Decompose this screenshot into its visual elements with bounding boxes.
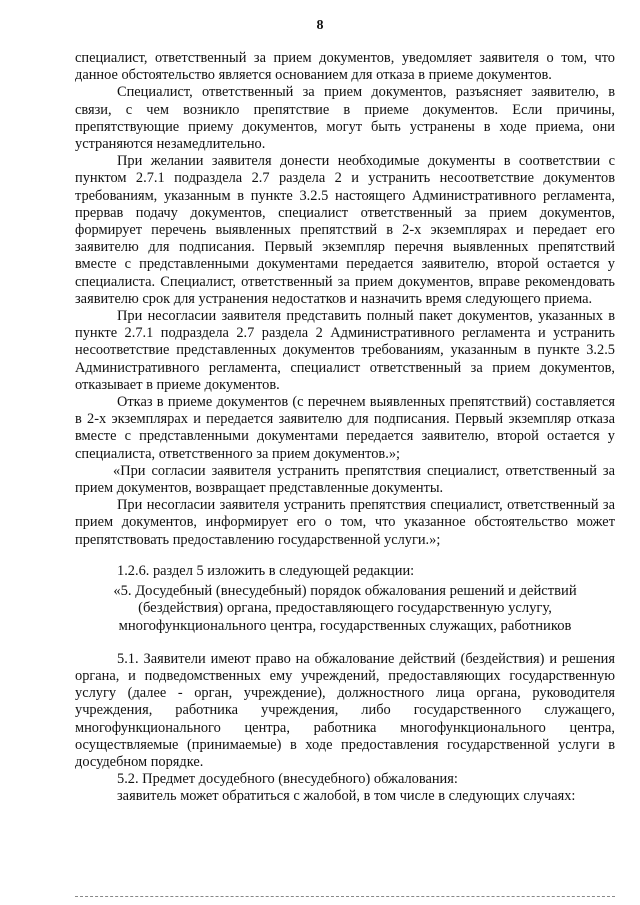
paragraph: При несогласии заявителя представить полный пакет документов, указанных в пункте 2.7.1 подраздела 2.7 раздела 2 Административного регламента и устранить несоответствие представленных документов требованиям, указанным в пункте 3.2.5 Административного регламента, специалист ответственный за прием документов, отказывает в приеме документов.	[75, 308, 615, 393]
paragraph: 1.2.6. раздел 5 изложить в следующей редакции:	[117, 562, 415, 579]
page-number: 8	[316, 18, 324, 33]
paragraph: заявитель может обратиться с жалобой, в том числе в следующих случаях:	[117, 788, 576, 805]
heading-line: (бездействия) органа, предоставляющего государственную услугу,	[138, 600, 552, 617]
body-text	[75, 50, 615, 806]
paragraph: При несогласии заявителя устранить препятствия специалист, ответственный за прием документов, информирует его о том, что указанное обстоятельство может препятствовать предоставлению государственной услуги.»;	[75, 497, 615, 548]
paragraph: «При согласии заявителя устранить препятствия специалист, ответственный за прием документов, возвращает представленные документы.	[75, 462, 615, 497]
paragraph: Отказ в приеме документов (с перечнем выявленных препятствий) составляется в 2-х экземплярах и передается заявителю для подписания. Первый экземпляр отказа вместе с представленными документами передается заявителю, второй остается у специалиста, ответственного за прием документов.»;	[75, 394, 615, 462]
paragraph: 5.1. Заявители имеют право на обжалование действий (бездействия) и решения органа, и подведомственных ему учреждений, предоставляющих государственную услугу (далее - орган, учреждение), должностного лица органа, руководителя учреждения, работника учреждения, либо государственного служащего, многофункционального центра, работника многофункционального центра, осуществляемые (принимаемые) в ходе предоставления государственной услуги в досудебном порядке.	[75, 650, 615, 770]
paragraph: Специалист, ответственный за прием документов, разъясняет заявителю, в связи, с чем возникло препятствие в приеме документов. Если причины, препятствующие приему документов, могут быть устранены в ходе приема, они устраняются незамедлительно.	[75, 84, 615, 153]
paragraph: 5.2. Предмет досудебного (внесудебного) обжалования:	[117, 771, 458, 788]
section-heading	[75, 583, 615, 635]
heading-line: многофункционального центра, государственных служащих, работников	[118, 617, 572, 634]
heading-line: «5. Досудебный (внесудебный) порядок обжалования решений и действий	[113, 583, 577, 600]
paragraph: При желании заявителя донести необходимые документы в соответствии с пунктом 2.7.1 подраздела 2.7 раздела 2 и устранить несоответствие документов требованиям, указанным в пункте 3.2.5 настоящего Административного регламента, прервав подачу документов, специалист ответственный за прием документов, формирует перечень выявленных препятствий в 2-х экземплярах и передает его заявителю для подписания. Первый экземпляр перечня выявленных препятствий вместе с представленными документами передается заявителю, второй остается у специалиста. Специалист, ответственный за прием документов, вправе рекомендовать заявителю срок для устранения недостатков и назначить время следующего приема.	[75, 153, 615, 307]
paragraph: специалист, ответственный за прием документов, уведомляет заявителя о том, что данное обстоятельство является основанием для отказа в приеме документов.	[75, 50, 615, 84]
scan-artifact-line	[75, 896, 615, 898]
